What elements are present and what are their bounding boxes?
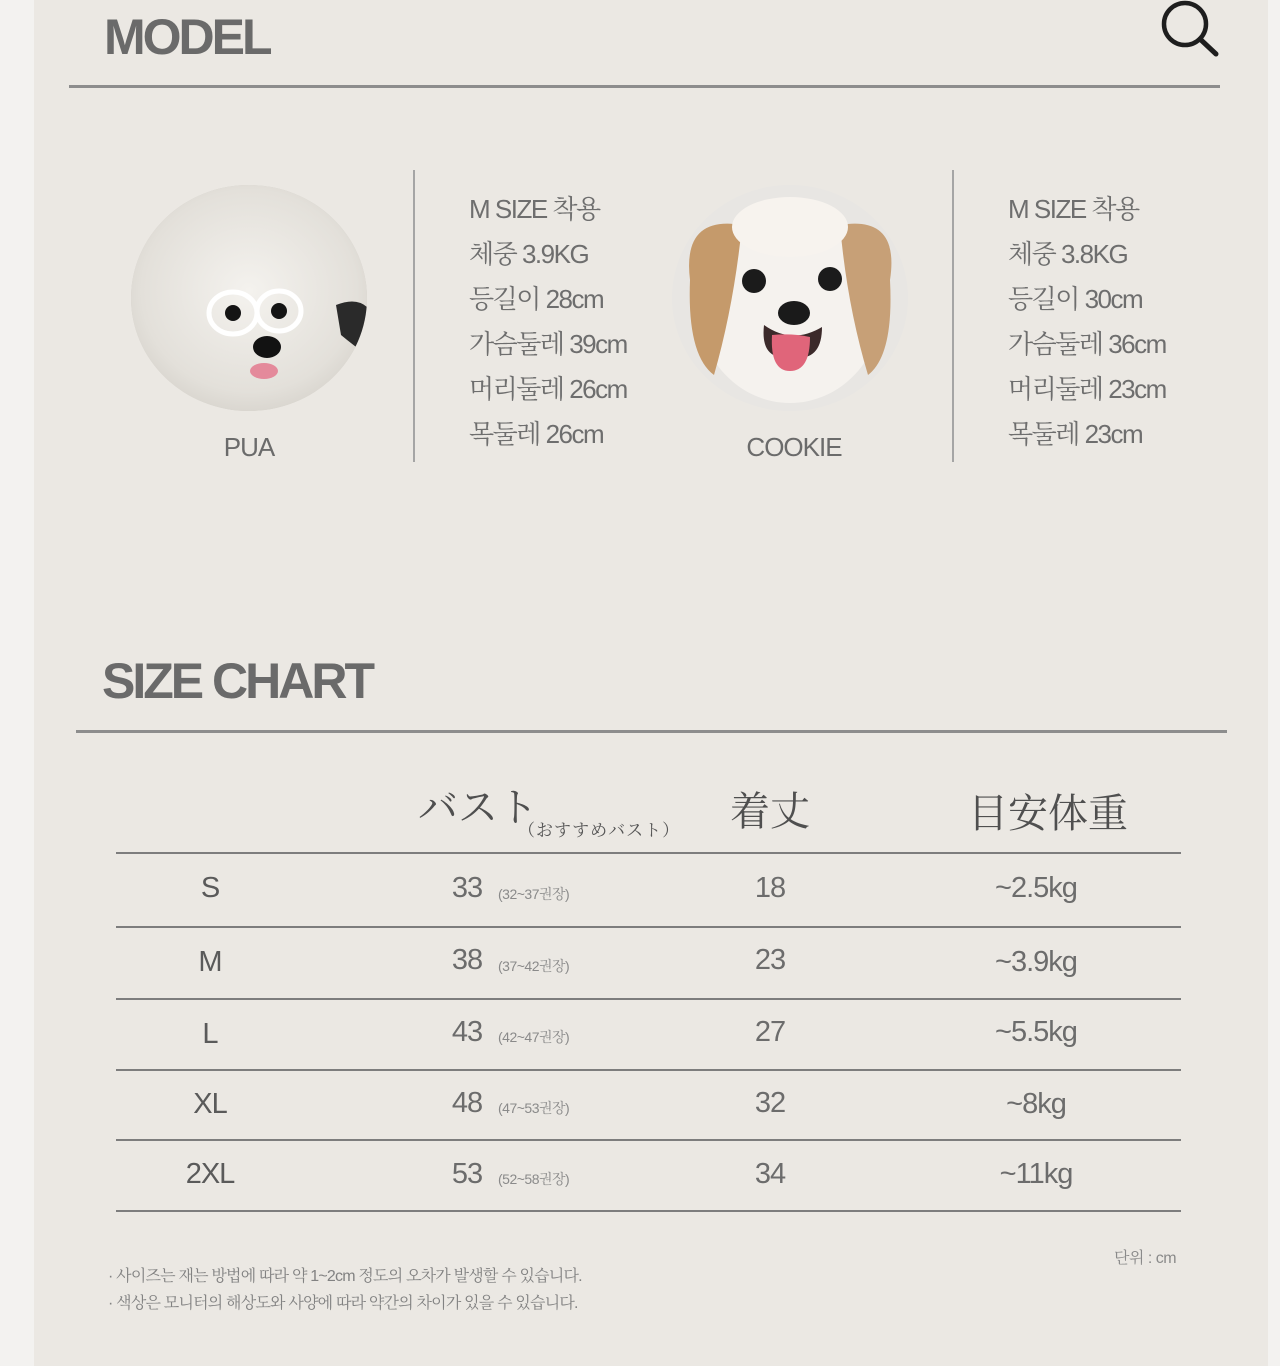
size-chart-title: SIZE CHART: [102, 653, 372, 709]
row-rule: [116, 1139, 1181, 1141]
bust-range: (42~47권장): [498, 1029, 570, 1045]
length-value: 23: [754, 944, 786, 976]
bust-value: 38: [451, 944, 483, 976]
model-section-title: MODEL: [104, 9, 270, 65]
bust-range: (47~53권장): [498, 1100, 570, 1116]
model-divider: [69, 85, 1220, 88]
bust-value: 43: [451, 1016, 483, 1048]
unit-label: 단위 : cm: [1114, 1250, 1177, 1267]
length-value: 32: [754, 1087, 786, 1119]
stat-size: M SIZE 착용: [1008, 194, 1139, 224]
bust-value: 33: [451, 872, 483, 904]
length-value: 27: [754, 1016, 786, 1048]
model-name-cookie: COOKIE: [746, 432, 842, 462]
stat-neck: 목둘레 23cm: [1008, 419, 1143, 449]
length-value: 34: [754, 1158, 786, 1190]
cookie-photo: [672, 185, 908, 411]
column-header-weight: 目安体重: [968, 791, 1128, 837]
stat-head: 머리둘레 26cm: [469, 374, 627, 404]
weight-value: ~2.5kg: [995, 872, 1077, 904]
stat-head: 머리둘레 23cm: [1008, 374, 1166, 404]
color-note: · 색상은 모니터의 해상도와 사양에 따라 약간의 차이가 있을 수 있습니다.: [108, 1295, 578, 1312]
length-value: 18: [754, 872, 786, 904]
model-separator: [952, 170, 954, 462]
size-label: S: [200, 872, 220, 904]
stat-weight: 체중 3.8KG: [1008, 239, 1128, 269]
stat-back-length: 등길이 28cm: [469, 284, 604, 314]
model-separator: [413, 170, 415, 462]
size-label: L: [202, 1018, 218, 1050]
weight-value: ~5.5kg: [995, 1016, 1077, 1048]
pua-photo: [131, 185, 367, 411]
pua-stats: [469, 187, 627, 457]
stat-back-length: 등길이 30cm: [1008, 284, 1143, 314]
size-label: M: [198, 946, 222, 978]
row-rule: [116, 1069, 1181, 1071]
bust-range: (32~37권장): [498, 886, 570, 902]
column-header-bust: バスト: [418, 785, 538, 831]
row-rule: [116, 998, 1181, 1000]
stat-chest: 가슴둘레 36cm: [1008, 329, 1166, 359]
size-note: · 사이즈는 재는 방법에 따라 약 1~2cm 정도의 오차가 발생할 수 있습니다.: [108, 1268, 582, 1285]
stat-neck: 목둘레 26cm: [469, 419, 604, 449]
table-bottom-rule: [116, 1210, 1181, 1212]
column-header-length: 着丈: [730, 789, 810, 835]
header-rule: [116, 852, 1181, 854]
weight-value: ~11kg: [999, 1158, 1073, 1190]
stat-size: M SIZE 착용: [469, 194, 600, 224]
size-label: 2XL: [185, 1158, 235, 1190]
stat-chest: 가슴둘레 39cm: [469, 329, 627, 359]
bust-range: (37~42권장): [498, 958, 570, 974]
cookie-stats: [1008, 187, 1166, 457]
bust-value: 53: [451, 1158, 483, 1190]
column-header-bust-note: （おすすめバスト）: [518, 821, 681, 841]
model-name-pua: PUA: [223, 432, 275, 462]
weight-value: ~3.9kg: [995, 946, 1077, 978]
search-icon[interactable]: [1158, 0, 1220, 58]
weight-value: ~8kg: [1006, 1088, 1066, 1120]
row-rule: [116, 926, 1181, 928]
stat-weight: 체중 3.9KG: [469, 239, 589, 269]
bust-range: (52~58권장): [498, 1171, 570, 1187]
bust-value: 48: [451, 1087, 483, 1119]
size-chart-divider: [76, 730, 1227, 733]
size-label: XL: [193, 1088, 227, 1120]
